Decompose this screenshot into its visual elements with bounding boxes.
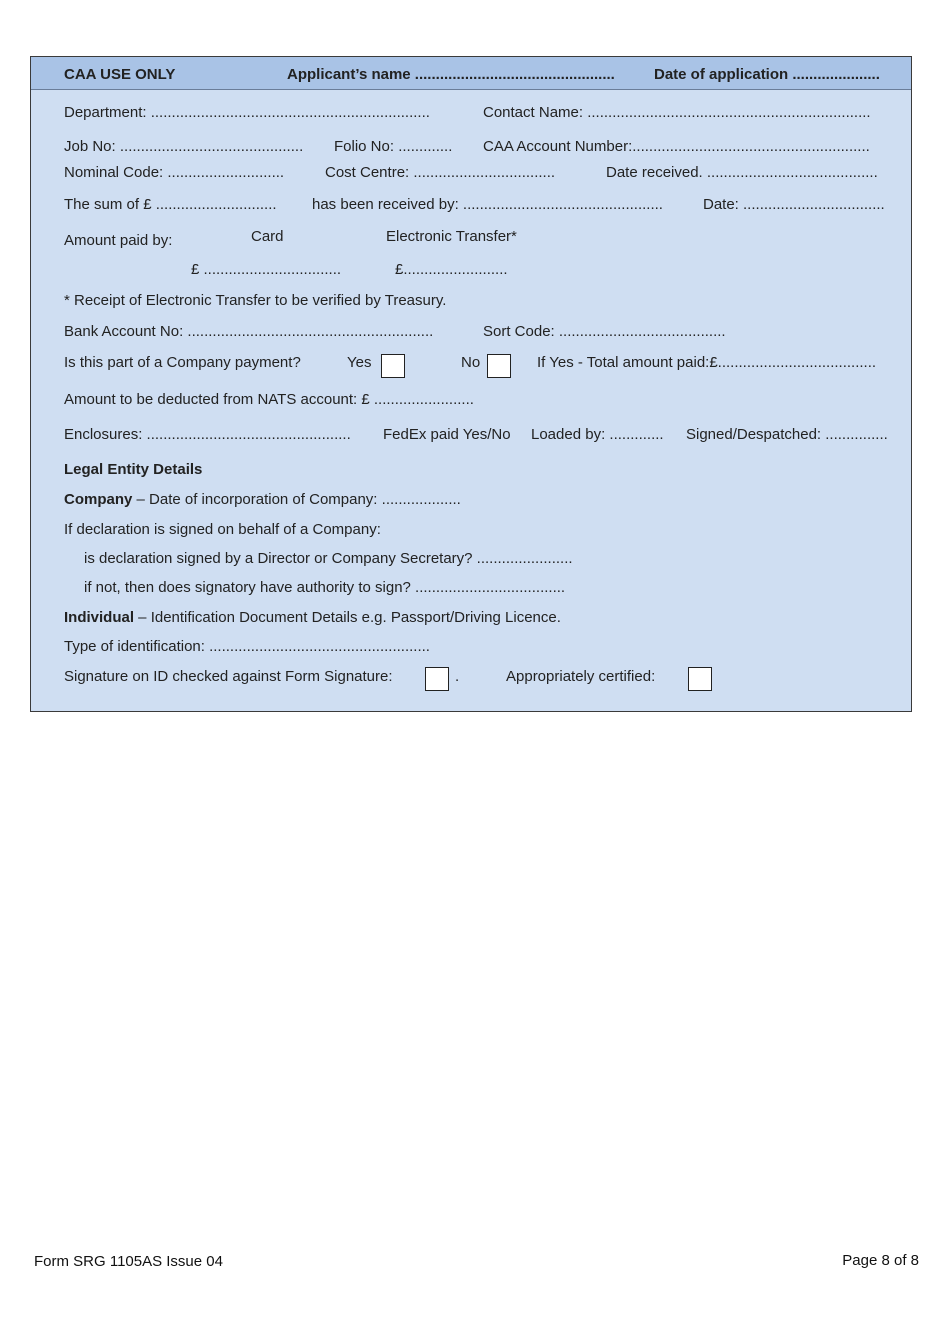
contact-name-field[interactable]: Contact Name: .................................................................... bbox=[483, 104, 871, 121]
loaded-by-field[interactable]: Loaded by: ............. bbox=[531, 426, 664, 443]
individual-line bbox=[64, 609, 561, 627]
nominal-code-field[interactable]: Nominal Code: ............................ bbox=[64, 164, 285, 181]
individual-text: – Identification Document Details e.g. Passport/Driving Licence. bbox=[134, 609, 561, 626]
card-label: Card bbox=[251, 228, 284, 245]
director-question-field[interactable]: is declaration signed by a Director or Company Secretary? ....................... bbox=[84, 550, 573, 567]
page-number: Page 8 of 8 bbox=[842, 1252, 919, 1269]
fedex-paid-field[interactable]: FedEx paid Yes/No bbox=[383, 426, 511, 443]
card-amount-field[interactable]: £ ................................. bbox=[191, 261, 342, 278]
authority-question-field[interactable]: if not, then does signatory have authority to sign? .................................... bbox=[84, 579, 566, 596]
receipt-note: * Receipt of Electronic Transfer to be verified by Treasury. bbox=[64, 292, 447, 309]
total-amount-paid-field[interactable]: If Yes - Total amount paid:£...................................... bbox=[537, 354, 877, 371]
yes-checkbox[interactable] bbox=[381, 354, 405, 378]
signed-despatched-field[interactable]: Signed/Despatched: ............... bbox=[686, 426, 888, 443]
electronic-transfer-label: Electronic Transfer* bbox=[386, 228, 517, 245]
date-of-application-field[interactable]: Date of application ..................... bbox=[654, 66, 880, 83]
department-field[interactable]: Department: ................................................................... bbox=[64, 104, 430, 121]
date-received-field[interactable]: Date received. ......................................... bbox=[606, 164, 878, 181]
bank-account-no-field[interactable]: Bank Account No: ........................................................... bbox=[64, 323, 434, 340]
applicant-name-field[interactable]: Applicant’s name ................................................ bbox=[287, 66, 615, 83]
caa-account-number-field[interactable]: CAA Account Number:......................................................... bbox=[483, 138, 870, 155]
date-field[interactable]: Date: .................................. bbox=[703, 196, 885, 213]
legal-entity-heading: Legal Entity Details bbox=[64, 461, 203, 478]
received-by-field[interactable]: has been received by: ................................................ bbox=[312, 196, 663, 213]
job-no-field[interactable]: Job No: ............................................ bbox=[64, 138, 304, 155]
individual-label: Individual bbox=[64, 609, 135, 626]
signature-checked-checkbox[interactable] bbox=[425, 667, 449, 691]
form-id: Form SRG 1105AS Issue 04 bbox=[34, 1253, 223, 1270]
behalf-text: If declaration is signed on behalf of a Company: bbox=[64, 521, 381, 538]
signature-checked-label: Signature on ID checked against Form Signature: bbox=[64, 668, 393, 685]
type-of-identification-field[interactable]: Type of identification: ..................................................... bbox=[64, 638, 430, 655]
yes-label: Yes bbox=[347, 354, 372, 371]
caa-use-only-title: CAA USE ONLY bbox=[64, 66, 176, 83]
cost-centre-field[interactable]: Cost Centre: .................................. bbox=[325, 164, 556, 181]
company-line[interactable] bbox=[64, 491, 461, 509]
enclosures-field[interactable]: Enclosures: ................................................. bbox=[64, 426, 351, 443]
signature-period: . bbox=[455, 668, 460, 685]
amount-paid-by-label: Amount paid by: bbox=[64, 232, 173, 249]
company-label: Company bbox=[64, 491, 133, 508]
folio-no-field[interactable]: Folio No: ............. bbox=[334, 138, 453, 155]
panel-header bbox=[31, 57, 911, 90]
company-payment-question: Is this part of a Company payment? bbox=[64, 354, 301, 371]
appropriately-certified-checkbox[interactable] bbox=[688, 667, 712, 691]
transfer-amount-field[interactable]: £......................... bbox=[395, 261, 508, 278]
caa-use-only-panel bbox=[30, 56, 912, 712]
appropriately-certified-label: Appropriately certified: bbox=[506, 668, 656, 685]
no-checkbox[interactable] bbox=[487, 354, 511, 378]
no-label: No bbox=[461, 354, 481, 371]
nats-deduction-field[interactable]: Amount to be deducted from NATS account: £ ........................ bbox=[64, 391, 474, 408]
sort-code-field[interactable]: Sort Code: ........................................ bbox=[483, 323, 726, 340]
company-incorporation-text: – Date of incorporation of Company: ................... bbox=[132, 491, 461, 508]
sum-of-field[interactable]: The sum of £ ............................. bbox=[64, 196, 277, 213]
